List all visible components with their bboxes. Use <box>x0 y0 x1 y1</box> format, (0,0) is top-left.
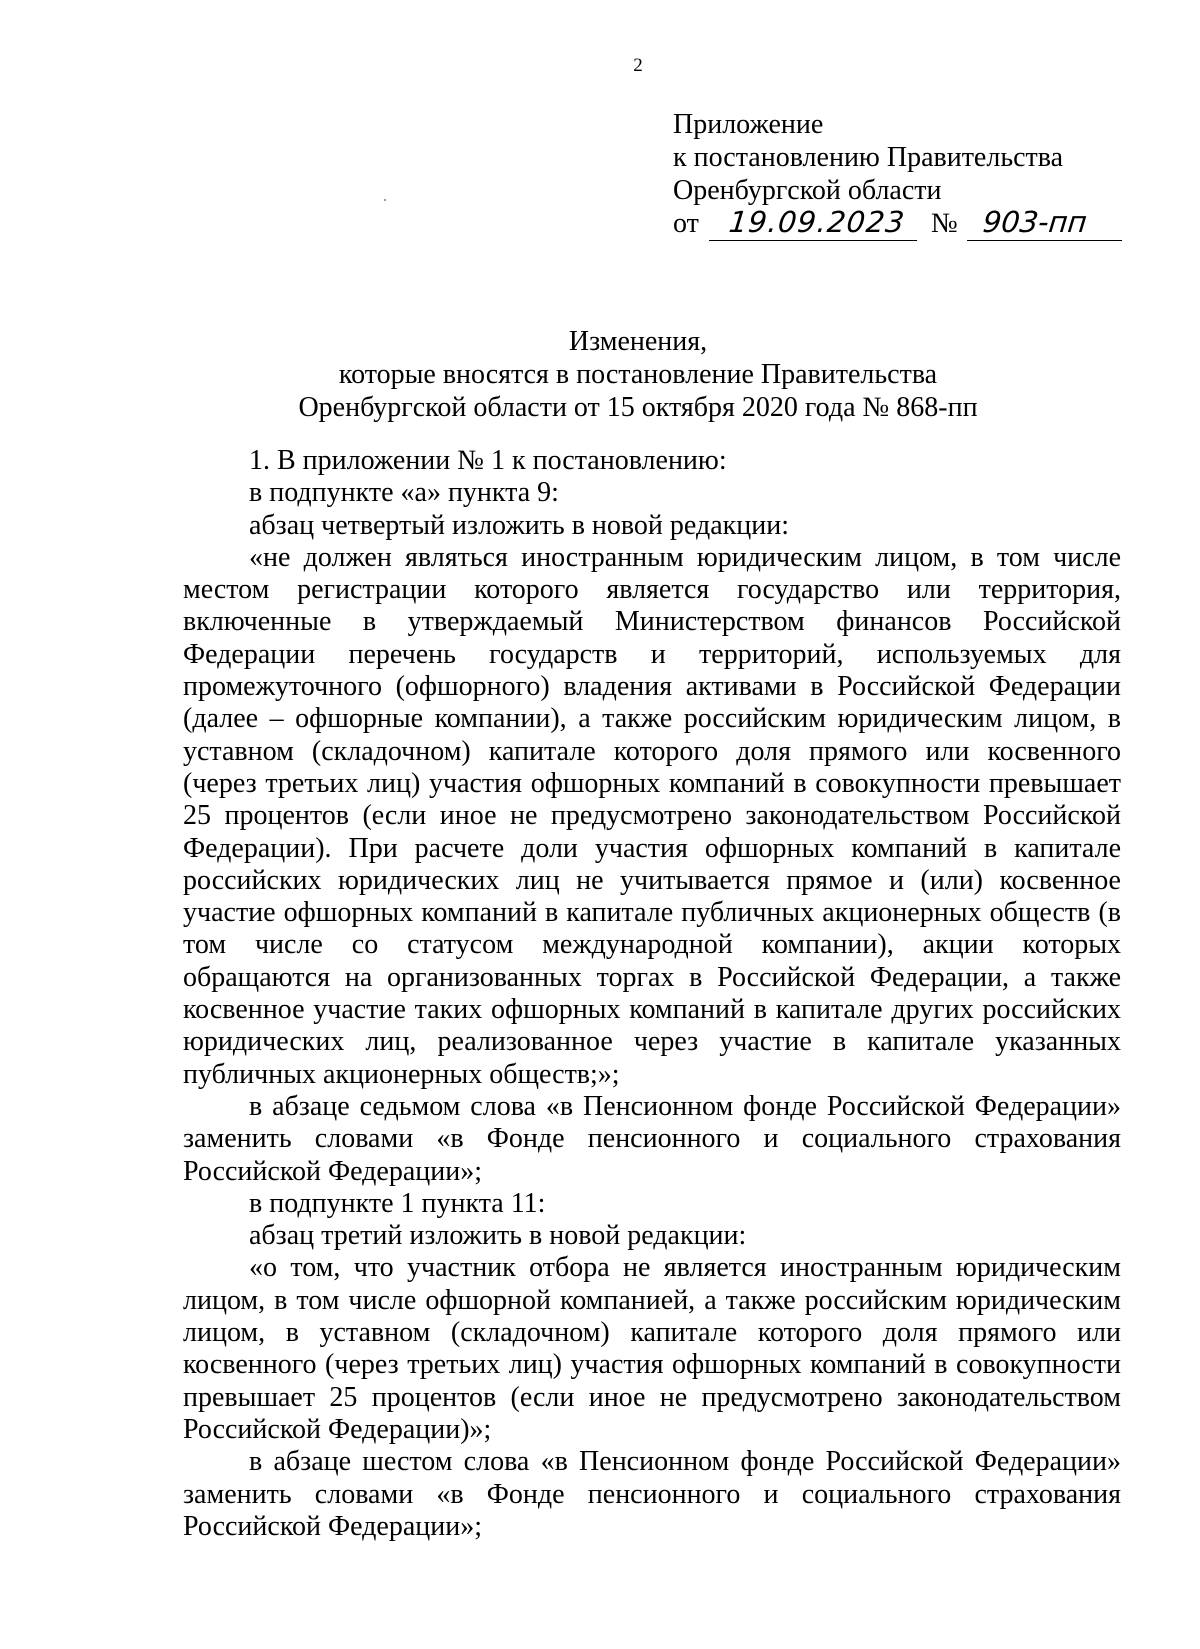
paragraph-6: в подпункте 1 пункта 11: <box>249 1187 546 1219</box>
paragraph-3: абзац четвертый изложить в новой редакции: <box>249 509 789 541</box>
appendix-line-3: Оренбургской области <box>673 175 942 206</box>
scan-speck <box>384 199 386 201</box>
paragraph-5: в абзаце седьмом слова «в Пенсионном фонде Российской Федерации» заменить словами «в Фонде пенсионного и социального страхования Российской Федерации»; <box>183 1090 1121 1187</box>
paragraph-4: «не должен являться иностранным юридическим лицом, в том числе местом регистрации которого является государство или территория, включенные в утверждаемый Министерством финансов Российской Федерации перечень государств и территорий, используемых для промежуточного (офшорного) владения активами в Российской Федерации (далее – офшорные компании), а также российским юридическим лицом, в уставном (складочном) капитале которого доля прямого или косвенного (через третьих лиц) участия офшорных компаний в совокупности превышает 25 процентов (если иное не предусмотрено законодательством Российской Федерации). При расчете доли участия офшорных компаний в капитале российских юридических лиц не учитывается прямое и (или) косвенное участие офшорных компаний в капитале публичных акционерных обществ (в том числе со статусом международной компании), акции которых обращаются на организованных торгах в Российской Федерации, а также косвенное участие таких офшорных компаний в капитале других российских юридических лиц, реализованное через участие в капитале указанных публичных акционерных обществ;»; <box>183 541 1121 1090</box>
paragraph-2: в подпункте «а» пункта 9: <box>249 477 559 509</box>
appendix-date-number-line <box>673 205 1089 241</box>
page-number: 2 <box>633 55 643 76</box>
paragraph-9: в абзаце шестом слова «в Пенсионном фонде Российской Федерации» заменить словами «в Фонде пенсионного и социального страхования Российской Федерации»; <box>183 1446 1121 1542</box>
number-label: № <box>931 208 958 239</box>
handwritten-date: 19.09.2023 <box>709 203 921 241</box>
handwritten-number: 903-пп <box>967 203 1126 241</box>
paragraph-7: абзац третий изложить в новой редакции: <box>249 1220 747 1252</box>
paragraph-1: 1. В приложении № 1 к постановлению: <box>249 445 727 476</box>
title-line-2: которые вносятся в постановление Правительства <box>338 359 938 390</box>
document-body <box>183 445 1121 1543</box>
appendix-line-1: Приложение <box>673 109 824 140</box>
appendix-header <box>673 108 1089 241</box>
document-title <box>38 325 1200 424</box>
from-label: от <box>673 208 699 239</box>
title-line-1: Изменения, <box>568 326 708 357</box>
paragraph-8: «о том, что участник отбора не является иностранным юридическим лицом, в том числе офшорной компанией, а также российским юридическим лицом, в уставном (складочном) капитале которого доля прямого или косвенного (через третьих лиц) участия офшорных компаний в совокупности превышает 25 процентов (если иное не предусмотрено законодательством Российской Федерации)»; <box>183 1252 1121 1445</box>
title-line-3: Оренбургской области от 15 октября 2020 года № 868-пп <box>298 392 978 423</box>
appendix-line-2: к постановлению Правительства <box>673 142 1064 173</box>
